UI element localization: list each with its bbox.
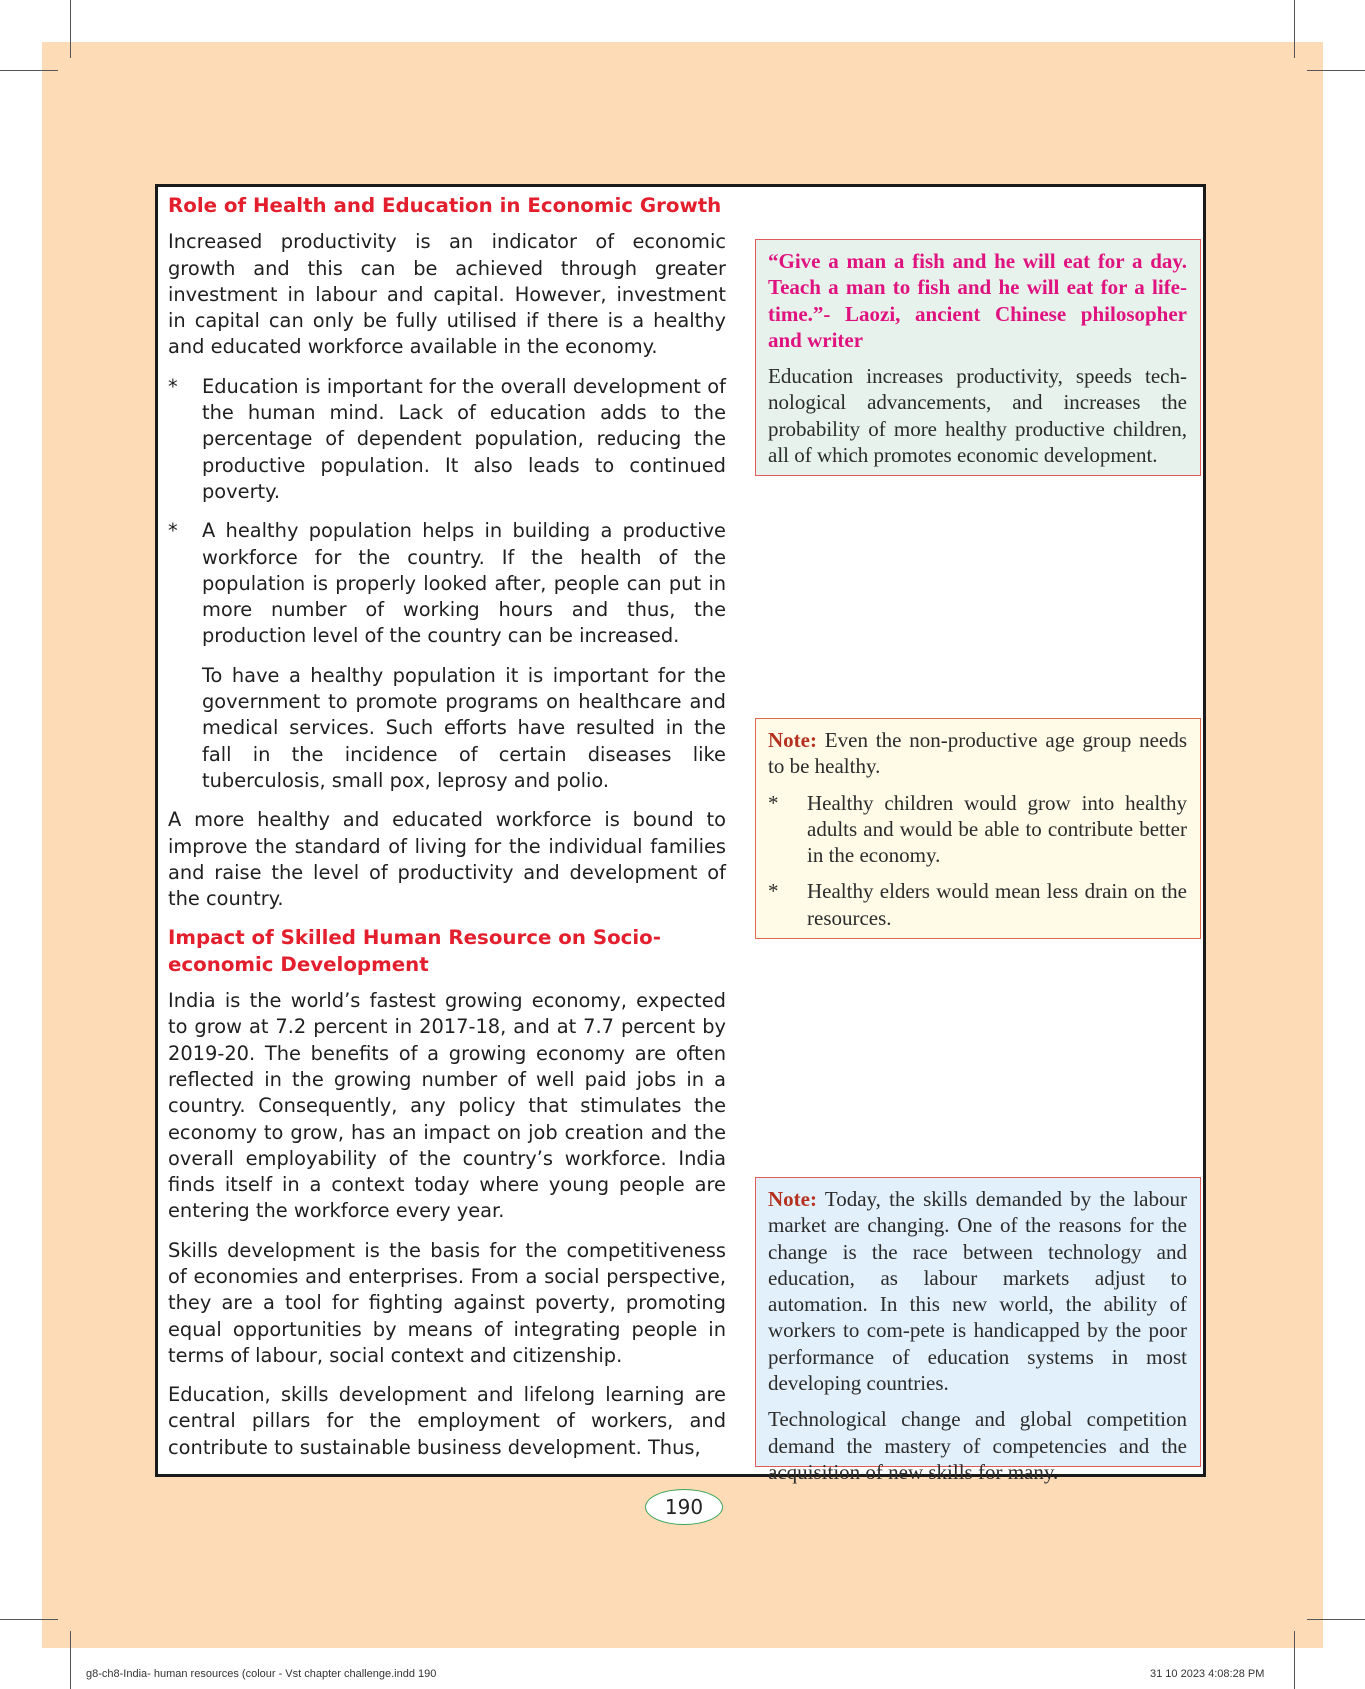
paragraph: A more healthy and educated workforce is bound to improve the standard of living for the individual families and raise the level of productivity and development of the country. <box>168 808 726 911</box>
print-slug-filename: g8-ch8-India- human resources (colour - Vst chapter challenge.indd 190 <box>86 1668 437 1680</box>
section-heading-skilled-resource: Impact of Skilled Human Resource on Socio-economic Development <box>168 926 661 976</box>
list-item-text: Education is important for the overall development of the human mind. Lack of education adds to the percentage of dependent population, reducing the productive population. It also leads to continued poverty. <box>202 374 726 503</box>
quote-box <box>755 239 1201 476</box>
list-item <box>768 790 1187 869</box>
crop-mark <box>70 1631 71 1689</box>
list-item-text: Healthy elders would mean less drain on the resources. <box>807 879 1187 930</box>
page-number: 190 <box>645 1489 723 1525</box>
list-item-text: A healthy population helps in building a productive workforce for the country. If the health of the population is properly looked after, people can put in more number of working hours and thus, the production level of the country can be increased. <box>202 519 726 648</box>
list-item <box>168 518 726 649</box>
bullet-symbol: * <box>168 374 178 398</box>
bullet-symbol: * <box>768 879 779 904</box>
section-heading-health-education: Role of Health and Education in Economic Growth <box>168 194 722 217</box>
note-paragraph <box>768 727 1187 780</box>
box-text: Technological change and global competition demand the mastery of competencies and the acquisition of new skills for many. <box>768 1407 1187 1484</box>
list-item <box>768 878 1187 931</box>
paragraph: Skills development is the basis for the competitiveness of economies and enterprises. From a social perspective, they are a tool for fighting against poverty, promoting equal opportunities by means of integrating people in terms of labour, social context and citizenship. <box>168 1238 726 1367</box>
note-text: Today, the skills demanded by the labour market are changing. One of the reasons for the change is the race between technology and education, as labour markets adjust to automation. In this new world, the ability of workers to com-pete is handicapped by the poor performance of education systems in most developing countries. <box>768 1187 1187 1396</box>
crop-mark <box>0 70 58 71</box>
crop-mark <box>70 0 71 58</box>
box-text: Education increases productivity, speeds tech-nological advancements, and increases the probability of more healthy productive children, all of which promotes economic development. <box>768 364 1187 468</box>
note-box-health <box>755 718 1201 939</box>
crop-mark <box>1294 1631 1295 1689</box>
paragraph: Increased productivity is an indicator of economic growth and this can be achieved through greater investment in labour and capital. However, investment in capital can only be fully utilised if there is a healthy and educated workforce available in the economy. <box>168 230 726 359</box>
note-box-skills <box>755 1177 1201 1484</box>
content-frame <box>155 184 1206 1484</box>
list-item <box>168 374 726 505</box>
crop-mark <box>1307 70 1365 71</box>
note-label: Note: <box>768 1187 817 1211</box>
paragraph-indented: To have a healthy population it is important for the government to promote programs on healthcare and medical services. Such efforts have resulted in the fall in the incidence of certain diseases like tuberculosis, small pox, leprosy and polio. <box>202 663 726 792</box>
print-slug-timestamp: 31 10 2023 4:08:28 PM <box>1150 1668 1265 1680</box>
list-item-text: Healthy children would grow into healthy adults and would be able to contribute better in the economy. <box>807 790 1187 868</box>
paragraph: India is the world’s fastest growing economy, expected to grow at 7.2 percent in 2017-18, and at 7.7 percent by 2019-20. The benefits of a growing economy are often reflected in the growing number of well paid jobs in a country. Consequently, any policy that stimulates the economy to grow, has an impact on job creation and the overall employability of the country’s workforce. India finds itself in a context today where young people are entering the workforce every year. <box>168 989 726 1223</box>
note-text: Even the non-productive age group needs to be healthy. <box>768 728 1187 779</box>
note-paragraph <box>768 1186 1187 1396</box>
crop-mark <box>1307 1619 1365 1620</box>
bullet-symbol: * <box>168 519 178 543</box>
main-column <box>168 193 726 1474</box>
paragraph: Education, skills development and lifelong learning are central pillars for the employment of workers, and contribute to sustainable business development. Thus, <box>168 1383 726 1459</box>
note-label: Note: <box>768 728 817 752</box>
bullet-symbol: * <box>768 790 779 815</box>
crop-mark <box>1294 0 1295 58</box>
laozi-quote: “Give a man a fish and he will eat for a day. Teach a man to fish and he will eat for a life-time.”- Laozi, ancient Chinese philosopher and writer <box>768 249 1187 352</box>
crop-mark <box>0 1619 58 1620</box>
